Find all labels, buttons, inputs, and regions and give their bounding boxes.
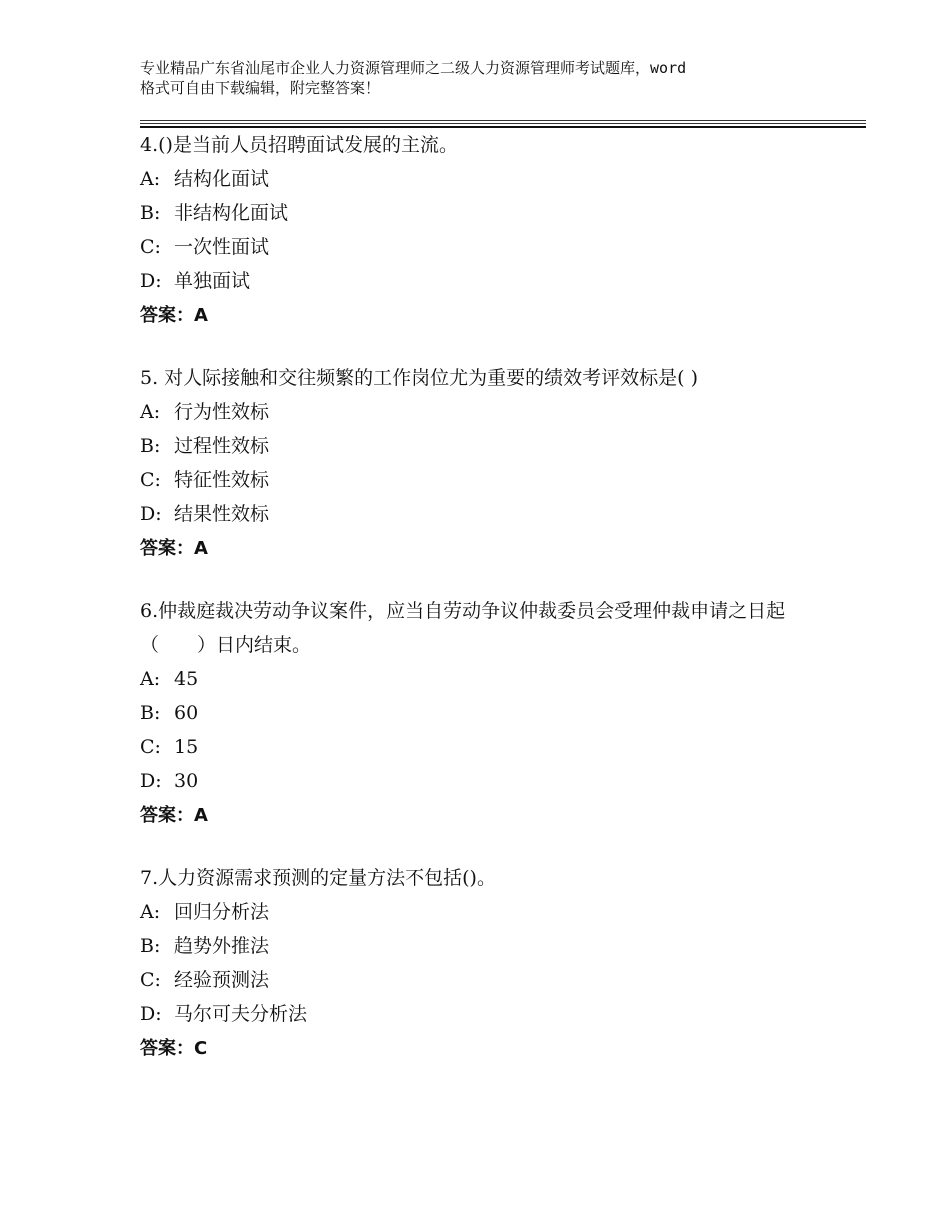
option-d: [140, 264, 800, 298]
answer-line: 答案：A: [140, 805, 208, 826]
option-d: [140, 997, 800, 1031]
option-label: B:: [140, 435, 161, 457]
question-stem: 5. 对人际接触和交往频繁的工作岗位尤为重要的绩效考评效标是( ): [140, 367, 699, 389]
option-text: 非结构化面试: [174, 202, 289, 224]
option-d: [140, 764, 800, 798]
option-label: D:: [140, 1003, 162, 1025]
option-text: 15: [174, 736, 199, 758]
option-text: 特征性效标: [174, 469, 270, 491]
option-text: 一次性面试: [174, 236, 270, 258]
option-text: 回归分析法: [174, 901, 270, 923]
option-text: 30: [174, 770, 199, 792]
option-label: B:: [140, 935, 161, 957]
option-label: A:: [140, 901, 161, 923]
option-d: [140, 497, 800, 531]
option-text: 趋势外推法: [174, 935, 270, 957]
option-label: B:: [140, 702, 161, 724]
question-stem: 4.()是当前人员招聘面试发展的主流。: [140, 134, 458, 156]
answer-line: 答案：A: [140, 305, 208, 326]
option-c: [140, 963, 800, 997]
answer-line: 答案：C: [140, 1038, 208, 1059]
option-label: C:: [140, 969, 161, 991]
question-list: [140, 128, 800, 1094]
option-text: 马尔可夫分析法: [174, 1003, 308, 1025]
option-label: C:: [140, 469, 161, 491]
option-text: 过程性效标: [174, 435, 270, 457]
question-4: [140, 128, 800, 334]
option-text: 60: [174, 702, 199, 724]
question-6: [140, 594, 800, 834]
option-label: D:: [140, 270, 162, 292]
option-label: B:: [140, 202, 161, 224]
document-header: [140, 58, 830, 98]
option-a: [140, 662, 800, 696]
option-label: A:: [140, 168, 161, 190]
option-c: [140, 730, 800, 764]
option-a: [140, 895, 800, 929]
option-label: A:: [140, 668, 161, 690]
question-7: [140, 861, 800, 1067]
header-title-line2: 格式可自由下载编辑，附完整答案！: [140, 79, 381, 97]
question-5: [140, 361, 800, 567]
option-text: 结果性效标: [174, 503, 270, 525]
option-b: [140, 429, 800, 463]
question-stem: 6.仲裁庭裁决劳动争议案件，应当自劳动争议仲裁委员会受理仲裁申请之日起（ ）日内结束。: [140, 600, 786, 656]
option-text: 45: [174, 668, 199, 690]
option-text: 经验预测法: [174, 969, 270, 991]
option-c: [140, 463, 800, 497]
header-divider: [140, 120, 866, 121]
option-text: 行为性效标: [174, 401, 270, 423]
question-stem: 7.人力资源需求预测的定量方法不包括()。: [140, 867, 496, 889]
answer-line: 答案：A: [140, 538, 208, 559]
option-label: C:: [140, 736, 161, 758]
option-b: [140, 929, 800, 963]
header-divider: [140, 123, 866, 124]
option-label: D:: [140, 503, 162, 525]
option-label: C:: [140, 236, 161, 258]
option-text: 结构化面试: [174, 168, 270, 190]
option-label: D:: [140, 770, 162, 792]
header-title-line1: 专业精品广东省汕尾市企业人力资源管理师之二级人力资源管理师考试题库，word: [140, 59, 687, 77]
option-b: [140, 696, 800, 730]
option-c: [140, 230, 800, 264]
option-b: [140, 196, 800, 230]
option-text: 单独面试: [174, 270, 251, 292]
option-a: [140, 162, 800, 196]
option-label: A:: [140, 401, 161, 423]
option-a: [140, 395, 800, 429]
